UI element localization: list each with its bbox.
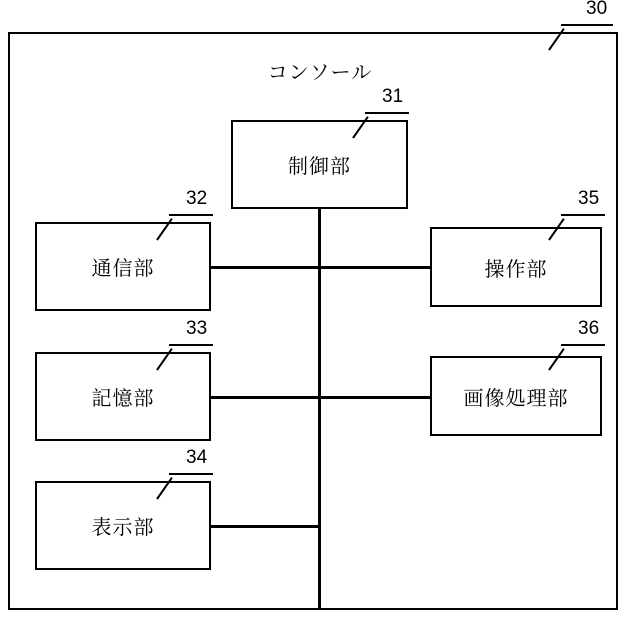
node-storage (35, 352, 211, 441)
node-storage-label: 記憶部 (91, 388, 155, 410)
callout-32-bar (169, 214, 213, 216)
bus-branch-display (210, 525, 320, 528)
bus-branch-storage-imageproc (210, 396, 432, 399)
callout-36-label: 36 (578, 318, 600, 339)
node-operation (430, 227, 602, 307)
callout-33-label: 33 (186, 318, 208, 339)
bus-branch-comm-operation (210, 266, 432, 269)
callout-35-bar (561, 214, 605, 216)
node-communication (35, 222, 211, 311)
node-image-processing-label: 画像処理部 (463, 387, 569, 410)
callout-31-bar (365, 112, 409, 114)
callout-34-bar (169, 473, 213, 475)
callout-31-label: 31 (382, 86, 404, 107)
callout-30-label: 30 (586, 0, 608, 19)
callout-35-label: 35 (578, 188, 600, 209)
node-display-label: 表示部 (91, 517, 155, 539)
node-image-processing (430, 356, 602, 436)
node-operation-label: 操作部 (484, 258, 548, 281)
callout-32-label: 32 (186, 188, 208, 209)
node-display (35, 481, 211, 570)
callout-30-bar (561, 24, 613, 26)
node-control-label: 制御部 (288, 156, 351, 178)
node-control (231, 120, 408, 209)
diagram-title: コンソール (267, 62, 373, 84)
callout-36-bar (561, 344, 605, 346)
callout-34-label: 34 (186, 447, 208, 468)
callout-33-bar (169, 344, 213, 346)
node-communication-label: 通信部 (91, 258, 155, 280)
